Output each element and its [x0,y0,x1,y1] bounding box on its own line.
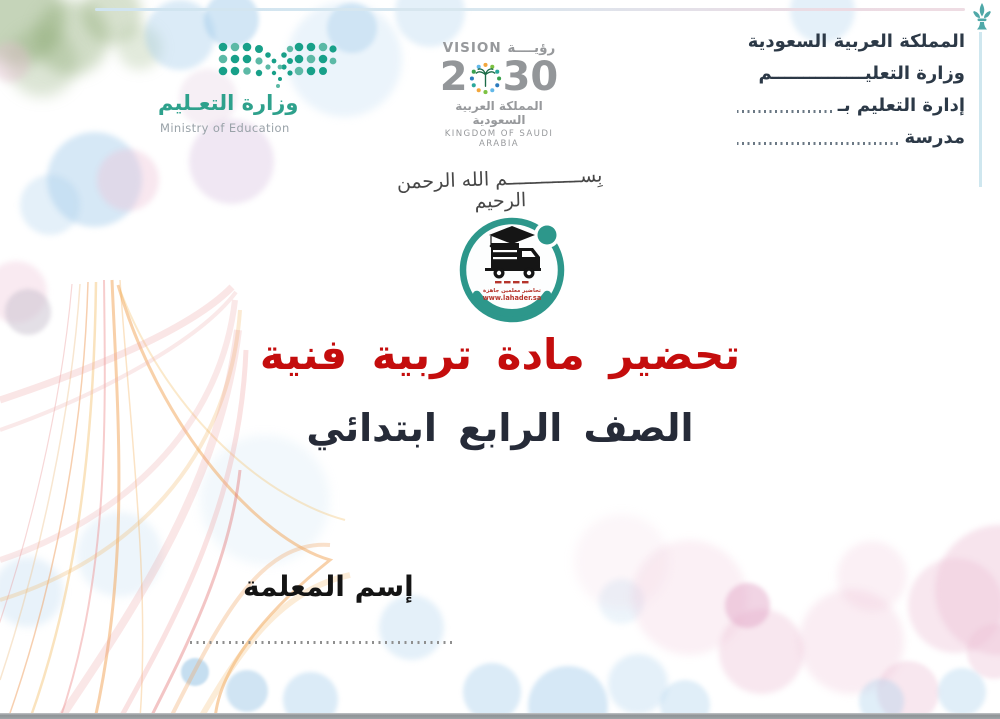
stamp-dot [538,226,557,245]
bokeh-bubble [599,579,644,624]
bokeh-bubble [379,595,444,660]
vision-country-english: KINGDOM OF SAUDI ARABIA [444,129,554,149]
bokeh-bubble [0,557,63,627]
bokeh-bubble [632,540,747,655]
stamp-website: www.lahader.sa [482,294,542,302]
header-education-admin-label: إدارة التعليم بـ [837,95,965,116]
watercolor-blob [82,0,142,44]
watercolor-blob [0,0,65,65]
bokeh-bubble [5,289,51,335]
vision-2030-logo [427,40,571,149]
vision-year-prefix: 2 [439,54,468,100]
vision-year [427,56,571,98]
header-country-label: المملكة العربية السعودية [747,31,965,52]
bokeh-bubble [938,668,986,716]
bokeh-bubble [719,609,804,694]
bokeh-bubble [574,514,669,609]
bokeh-bubble [283,672,338,719]
watercolor-blob [7,27,77,97]
dotted-fill-line [737,142,898,145]
header-ministry [737,63,965,85]
ministry-of-education-logo [150,36,360,141]
bokeh-bubble [77,512,162,597]
fleur-de-lis-icon [970,2,994,32]
moe-english-name: Ministry of Education [160,121,290,135]
header-ministry-label: وزارة التعليـــــــــــــــم [758,63,965,84]
bokeh-bubble [935,525,1000,655]
right-divider-line [979,32,982,187]
stamp-tagline: تحاضير معلمين جاهزة [483,288,541,294]
vision-country-arabic: المملكة العربية السعودية [455,99,543,127]
header-school [737,127,965,149]
grade-title: الصف الرابع ابتدائي [306,406,694,450]
header-school-label: مدرسة [904,127,965,148]
teacher-name-label: إسم المعلمة [243,570,414,603]
bokeh-bubble [20,175,80,235]
subject-title: تحضير مادة تربية فنية [259,330,741,379]
header-education-admin [737,95,965,117]
bokeh-bubble [200,435,330,565]
bokeh-bubble [463,663,521,719]
bokeh-bubble [877,661,939,719]
bismillah-calligraphy: بِســـــــــــــم الله الرحمن الرحيم [396,164,603,213]
bottom-edge-bar [0,713,1000,719]
header-country [737,31,965,53]
bokeh-bubble [608,654,668,714]
watercolor-blob [34,0,109,75]
bokeh-bubble [908,558,1000,653]
vision-year-suffix: 30 [502,54,559,100]
lahader-stamp-logo [455,214,569,326]
dotted-fill-line [737,110,832,113]
header-right-block [737,31,965,159]
bokeh-bubble [799,589,904,694]
bokeh-bubble [226,670,268,712]
bokeh-bubble [528,666,608,719]
vision-emblem-icon [469,61,502,94]
moe-dots-emblem-icon [216,40,340,92]
bokeh-bubble [47,132,142,227]
watercolor-blob [0,42,30,82]
bokeh-bubble [0,261,47,323]
teacher-name-dotted-line [190,641,452,644]
bokeh-bubble [181,658,209,686]
top-divider-line [95,8,965,11]
bokeh-bubble [725,583,770,628]
bokeh-bubble [97,149,159,211]
bokeh-bubble [967,624,1000,679]
bokeh-bubble [837,541,907,611]
vision-wordmark: VISION رؤيــــة [442,40,556,56]
moe-arabic-name: وزارة التعـليم [158,91,299,115]
